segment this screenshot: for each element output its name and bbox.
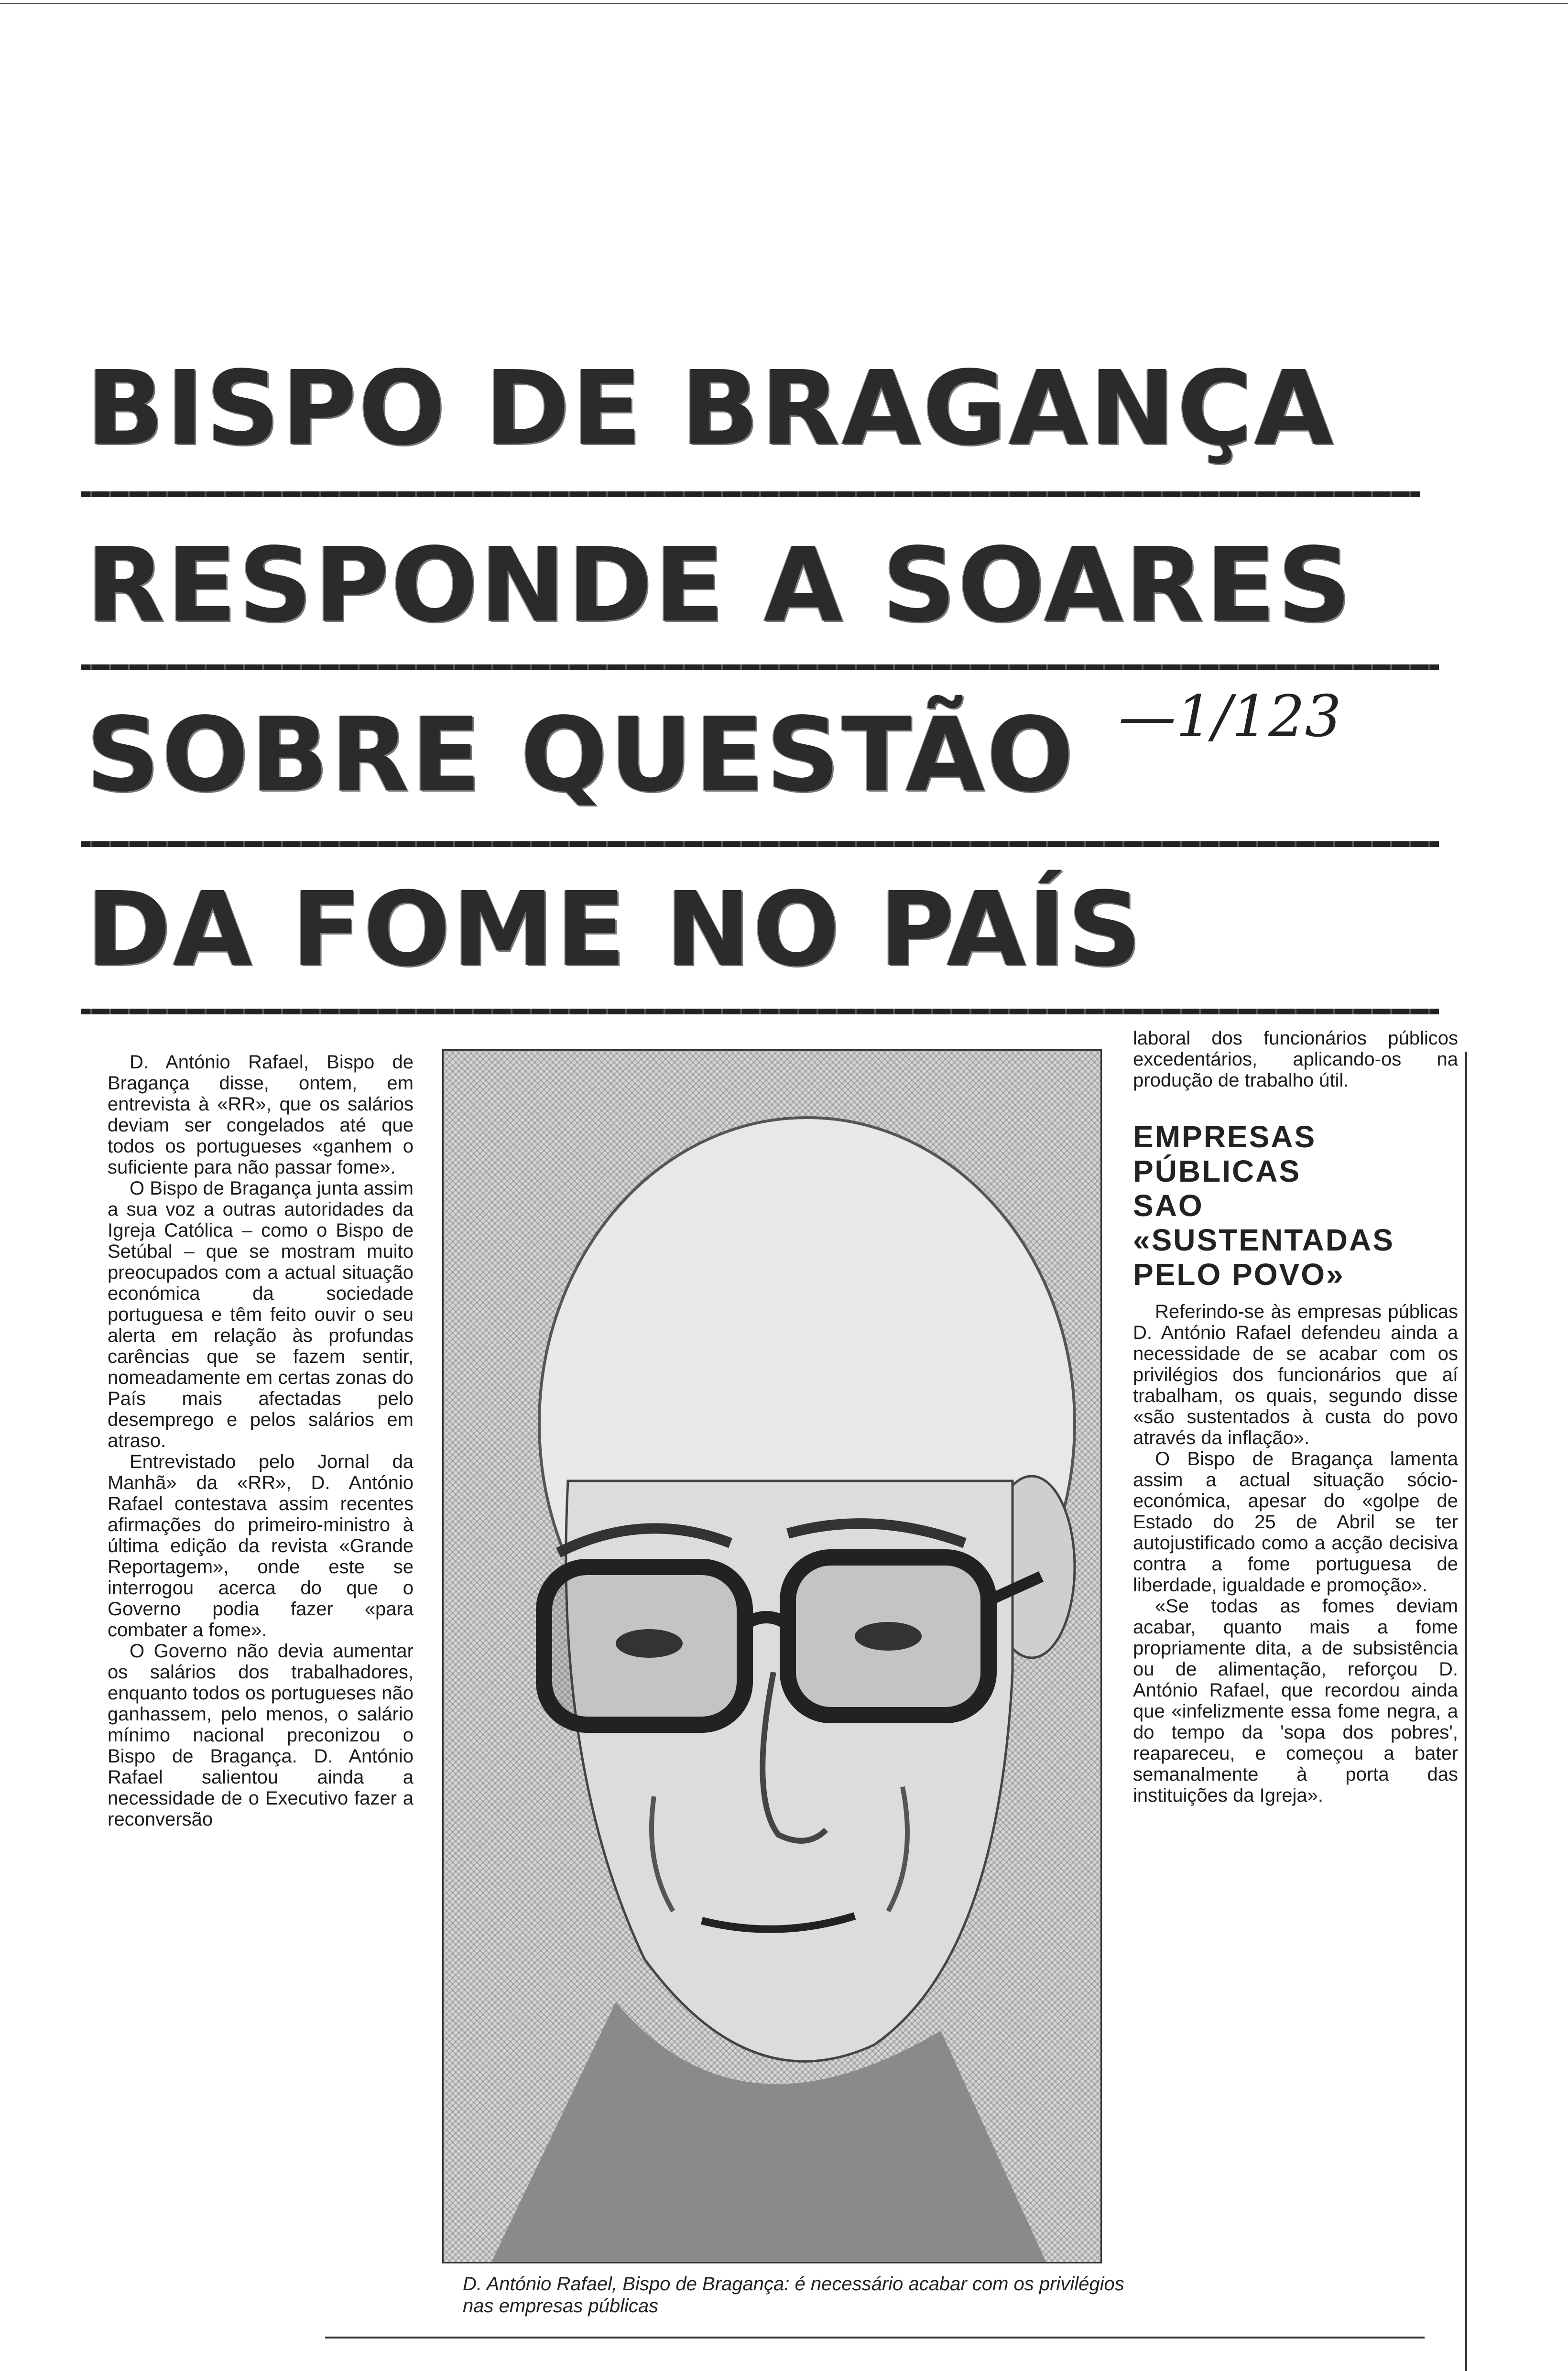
portrait-illustration bbox=[444, 1051, 1100, 2262]
subheading-line: PÚBLICAS bbox=[1133, 1154, 1301, 1188]
subheading-line: PELO POVO» bbox=[1133, 1257, 1345, 1292]
article-paragraph: D. António Rafael, Bispo de Bragança disse, ontem, em entrevista à «RR», que os salários deviam ser congelados até que todos os portugueses «ganhem o suficiente para não passar fome». bbox=[108, 1052, 414, 1178]
headline-rule bbox=[81, 664, 1439, 670]
subheading-line: «SUSTENTADAS bbox=[1133, 1223, 1394, 1257]
subheading-line: SAO bbox=[1133, 1188, 1204, 1223]
article-paragraph: O Governo não devia aumentar os salários dos trabalhadores, enquanto todos os portugueses não ganhassem, pelo menos, o salário mínimo nacional preconizou o Bispo de Bragança. D. António Rafael salientou ainda a necessidade de o Executivo fazer a reconversão bbox=[108, 1641, 414, 1830]
handwritten-annotation: —1/123 bbox=[1119, 684, 1341, 750]
article-paragraph: «Se todas as fomes deviam acabar, quanto mais a fome propriamente dita, a de subsistência ou de alimentação, reforçou D. António Rafael, que recordou ainda que «infelizmente essa fome negra, a do tempo da 'sopa dos pobres', reapareceu, e começou a bater semanalmente à porta das instituições da Igreja». bbox=[1133, 1596, 1458, 1806]
top-border-rule bbox=[0, 3, 1568, 4]
headline-line-4: DA FOME NO PAÍS bbox=[86, 870, 1143, 989]
headline-rule bbox=[81, 841, 1439, 847]
subheading-line: EMPRESAS bbox=[1133, 1120, 1317, 1154]
section-subheading bbox=[1133, 1120, 1458, 1292]
left-article-column bbox=[108, 1052, 414, 1830]
article-paragraph: O Bispo de Bragança lamenta assim a actual situação sócio-económica, apesar do «golpe de Estado do 25 de Abril se ter autojustificado como a acção decisiva contra a fome portuguesa de liberdade, igualdade e promoção». bbox=[1133, 1448, 1458, 1596]
headline-rule bbox=[81, 1009, 1439, 1014]
article-paragraph: O Bispo de Bragança junta assim a sua voz a outras autoridades da Igreja Católica – como o Bispo de Setúbal – que se mostram muito preocupados com a actual situação económica da sociedade portuguesa e têm feito ouvir o seu alerta em relação às profundas carências que se fazem sentir, nomeadamente em certas zonas do País mais afectadas pelo desemprego e pelos salários em atraso. bbox=[108, 1178, 414, 1451]
article-paragraph: Referindo-se às empresas públicas D. António Rafael defendeu ainda a necessidade de se acabar com os privilégios dos funcionários que aí trabalham, os quais, segundo disse «são sustentados à custa do povo através da inflação». bbox=[1133, 1301, 1458, 1448]
column-divider bbox=[1465, 1052, 1467, 2371]
headline-line-3: SOBRE QUESTÃO bbox=[86, 696, 1076, 815]
photo-caption: D. António Rafael, Bispo de Bragança: é necessário acabar com os privilégios nas empresas públicas bbox=[463, 2273, 1124, 2317]
article-paragraph: Entrevistado pelo Jornal da Manhã» da «RR», D. António Rafael contestava assim recentes afirmações do primeiro-ministro à última edição da revista «Grande Reportagem», onde este se interrogou acerca do que o Governo podia fazer «para combater a fome». bbox=[108, 1451, 414, 1641]
headline-line-1: BISPO DE BRAGANÇA bbox=[86, 349, 1336, 468]
right-article-column bbox=[1133, 1028, 1458, 1806]
bishop-portrait-photo bbox=[442, 1049, 1102, 2263]
headline-line-2: RESPONDE A SOARES bbox=[86, 526, 1353, 645]
headline-rule bbox=[81, 491, 1420, 497]
article-paragraph: laboral dos funcionários públicos excedentários, aplicando-os na produção de trabalho útil. bbox=[1133, 1028, 1458, 1091]
bottom-rule bbox=[325, 2337, 1425, 2338]
